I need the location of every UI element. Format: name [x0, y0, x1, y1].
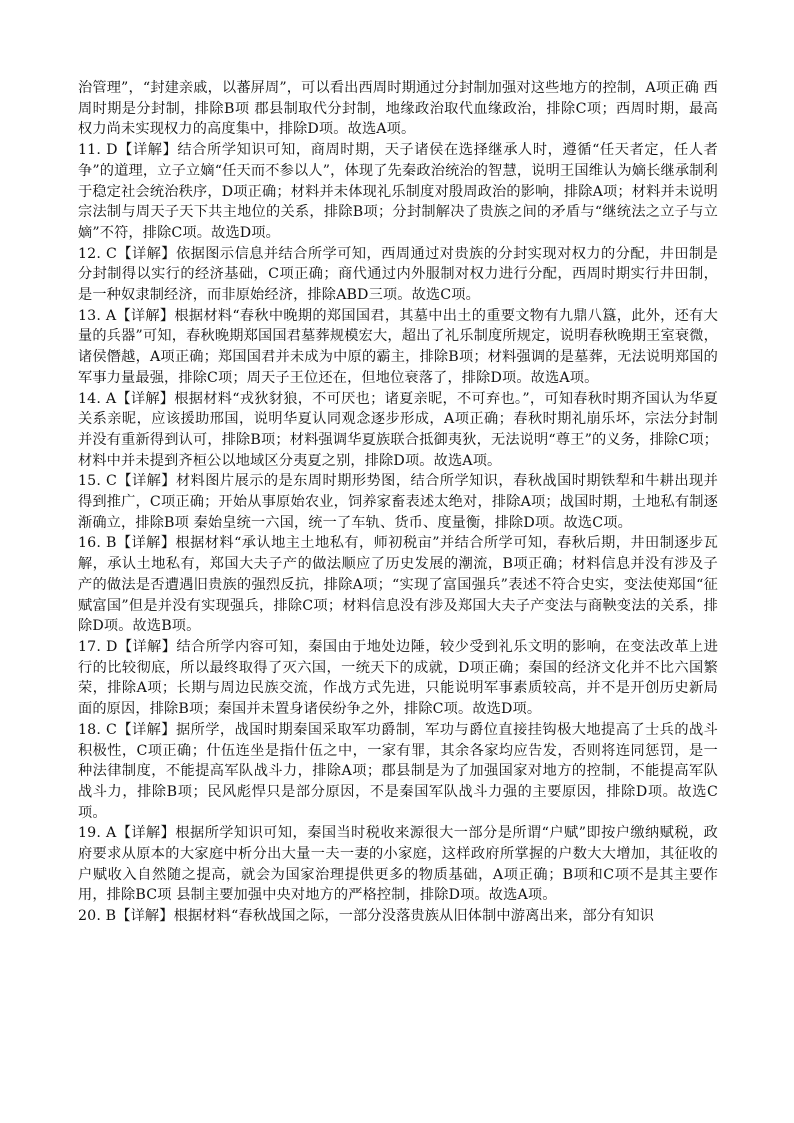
answer-18: 18. C【详解】据所学，战国时期秦国采取军功爵制，军功与爵位直接挂钩极大地提高了士兵的战斗积极性，C项正确；什伍连坐是指什伍之中，一家有罪，其余各家均应告发，否则将连同惩罚，是一种法律制度，不能提高军队战斗力，排除A项；郡县制是为了加强国家对地方的控制，不能提高军队战斗力，排除B项；民风彪悍只是部分原因，不是秦国军队战斗力强的主要原因，排除D项。故选C项。 — [78, 721, 718, 821]
answer-explanations-page — [78, 78, 718, 927]
answer-17: 17. D【详解】结合所学内容可知，秦国由于地处边陲，较少受到礼乐文明的影响，在变法改革上进行的比较彻底，所以最终取得了灭六国，一统天下的成就，D项正确；秦国的经济文化并不比六国繁荣，排除A项；长期与周边民族交流，作战方式先进，只能说明军事素质较高，并不是开创历史新局面的原因，排除B项；秦国并未置身诸侯纷争之外，排除C项。故选D项。 — [78, 638, 718, 718]
answer-20: 20. B【详解】根据材料“春秋战国之际，一部分没落贵族从旧体制中游离出来，部分有知识 — [78, 908, 655, 925]
answer-13: 13. A【详解】根据材料“春秋中晚期的郑国国君，其墓中出土的重要文物有九鼎八簋，此外，还有大量的兵器”可知，春秋晚期郑国国君墓葬规模宏大，超出了礼乐制度所规定，说明春秋晚期王室衰微，诸侯僭越，A项正确；郑国国君并未成为中原的霸主，排除B项；材料强调的是墓葬，无法说明郑国的军事力量最强，排除C项；周天子王位还在，但地位衰落了，排除D项。故选A项。 — [78, 307, 718, 386]
answer-15: 15. C【详解】材料图片展示的是东周时期形势图，结合所学知识，春秋战国时期铁犁和牛耕出现并得到推广，C项正确；开始从事原始农业，饲养家畜表述太绝对，排除A项；战国时期，土地私有制逐渐确立，排除B项 秦始皇统一六国，统一了车轨、货币、度量衡，排除D项。故选C项。 — [78, 473, 718, 531]
answer-19: 19. A【详解】根据所学知识可知，秦国当时税收来源很大一部分是所谓“户赋”即按户缴纳赋税，政府要求从原本的大家庭中析分出大量一夫一妻的小家庭，这样政府所掌握的户数大大增加，其征收的户赋收入自然随之提高，就会为国家治理提供更多的物质基础，A项正确；B项和C项不是其主要作用，排除BC项 县制主要加强中央对地方的严格控制，排除D项。故选A项。 — [78, 825, 718, 904]
answer-14: 14. A【详解】根据材料“戎狄豺狼，不可厌也；诸夏亲昵，不可弃也。”，可知春秋时期齐国认为华夏关系亲昵，应该援助邢国，说明华夏认同观念逐步形成，A项正确；春秋时期礼崩乐坏，宗法分封制并没有重新得到认可，排除B项；材料强调华夏族联合抵御夷狄，无法说明“尊王”的义务，排除C项；材料中并未提到齐桓公以地域区分夷夏之别，排除D项。故选A项。 — [78, 390, 718, 469]
answer-11: 11. D【详解】结合所学知识可知，商周时期，天子诸侯在选择继承人时，遵循“任天者定，任人者争”的道理，立子立嫡“任天而不参以人”，体现了先秦政治统治的智慧，说明王国维认为嫡长继承制利于稳定社会统治秩序，D项正确；材料并未体现礼乐制度对殷周政治的影响，排除A项；材料并未说明宗法制与周天子天下共主地位的关系，排除B项；分封制解决了贵族之间的矛盾与“继统法之立子与立嫡”不符，排除C项。故选D项。 — [78, 142, 718, 241]
answer-12: 12. C【详解】依据图示信息并结合所学可知，西周通过对贵族的分封实现对权力的分配，井田制是分封制得以实行的经济基础，C项正确；商代通过内外服制对权力进行分配，西周时期实行井田制，是一种奴隶制经济，而非原始经济，排除ABD三项。故选C项。 — [78, 245, 718, 304]
answer-16: 16. B【详解】根据材料“承认地主土地私有，师初税亩”并结合所学可知，春秋后期，井田制逐步瓦解，承认土地私有，郑国大夫子产的做法顺应了历史发展的潮流，B项正确；材料信息并没有涉及子产的做法是否遭遇旧贵族的强烈反抗，排除A项；“实现了富国强兵”表述不符合史实，变法使郑国“征赋富国”但是并没有实现强兵，排除C项；材料信息没有涉及郑国大夫子产变法与商鞅变法的关系，排除D项。故选B项。 — [78, 535, 718, 635]
paragraph-continuation: 治管理”，“封建亲戚，以蕃屏周”，可以看出西周时期通过分封制加强对这些地方的控制，A项正确 西周时期是分封制，排除B项 郡县制取代分封制，地缘政治取代血缘政治，排除C项；西周时期，最高权力尚未实现权力的高度集中，排除D项。故选A项。 — [78, 80, 718, 138]
